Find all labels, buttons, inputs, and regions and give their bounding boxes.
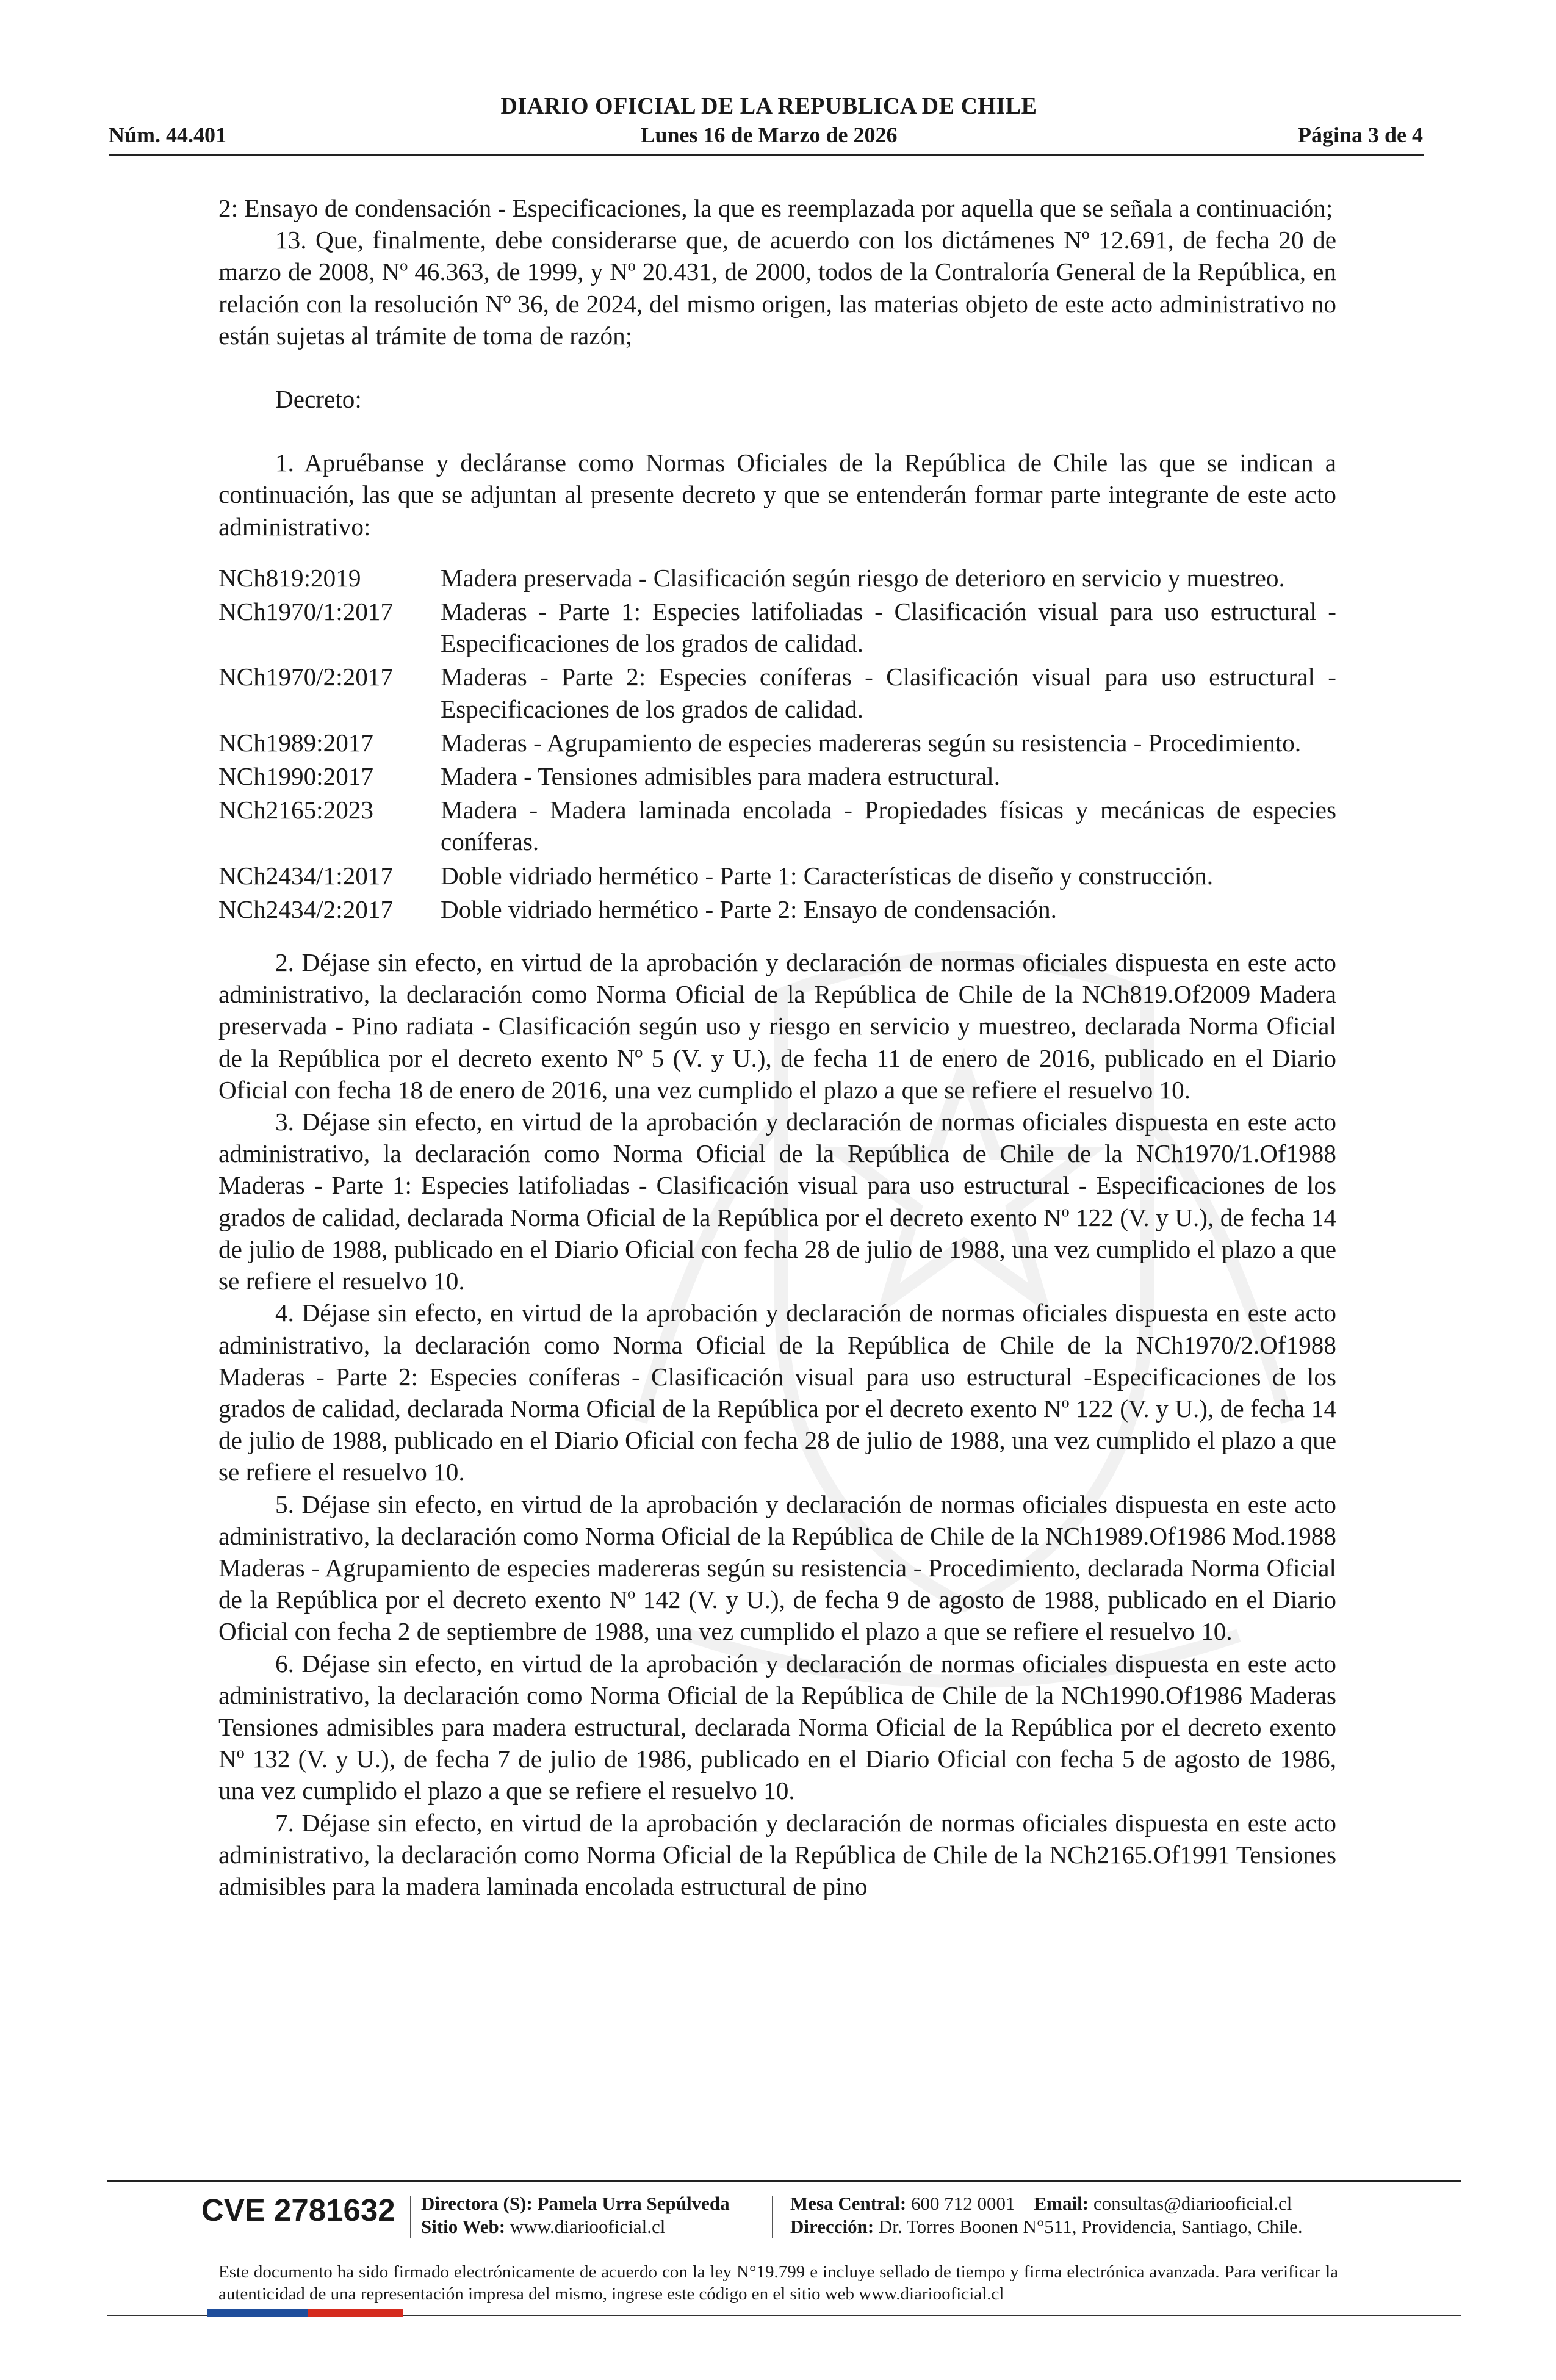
- issue-number: Núm. 44.401: [109, 123, 227, 147]
- phone-label: Mesa Central:: [790, 2193, 907, 2214]
- norm-row: [218, 661, 1336, 726]
- page-indicator: Página 3 de 4: [1297, 123, 1423, 147]
- paragraph-5: 5. Déjase sin efecto, en virtud de la aprobación y declaración de normas oficiales dispuesta en este acto administrativo, la declaración como Norma Oficial de la República de Chile de la NCh1989.Of1986 Mod.1988 Maderas - Agrupamiento de especies madereras según su resistencia - Procedimiento, declarada Norma Oficial de la República por el decreto exento Nº 142 (V. y U.), de fecha 9 de agosto de 1988, publicado en el Diario Oficial con fecha 2 de septiembre de 1988, una vez cumplido el plazo a que se refiere el resuelvo 10.: [218, 1490, 1336, 1646]
- paragraph-3: 3. Déjase sin efecto, en virtud de la aprobación y declaración de normas oficiales dispuesta en este acto administrativo, la declaración como Norma Oficial de la República de Chile de la NCh1970/1.Of1988 Maderas - Parte 1: Especies latifoliadas - Clasificación visual para uso estructural - Especificaciones de los grados de calidad, declarada Norma Oficial de la República por el decreto exento Nº 122 (V. y U.), de fecha 14 de julio de 1988, publicado en el Diario Oficial con fecha 28 de julio de 1988, una vez cumplido el plazo a que se refiere el resuelvo 10.: [218, 1108, 1336, 1296]
- paragraph-intro: 2: Ensayo de condensación - Especificaciones, la que es reemplazada por aquella que se señala a continuación;: [218, 194, 1333, 222]
- norm-description: Maderas - Parte 1: Especies latifoliadas - Clasificación visual para uso estructural - Especificaciones de los grados de calidad.: [441, 597, 1336, 658]
- flag-stripe-red: [308, 2309, 403, 2317]
- norm-code: NCh819:2019: [218, 563, 361, 592]
- norm-description: Madera preservada - Clasificación según riesgo de deterioro en servicio y muestreo.: [441, 563, 1285, 592]
- norm-code: NCh2434/1:2017: [218, 861, 394, 890]
- footer-contact-right: [790, 2192, 1303, 2238]
- decreto-heading: Decreto:: [275, 385, 362, 414]
- norm-description: Doble vidriado hermético - Parte 1: Características de diseño y construcción.: [441, 861, 1214, 890]
- norm-row: [218, 893, 1336, 927]
- norm-description: Doble vidriado hermético - Parte 2: Ensayo de condensación.: [441, 895, 1057, 923]
- site-label: Sitio Web:: [421, 2216, 506, 2237]
- email-label: Email:: [1034, 2193, 1089, 2214]
- norm-row: [218, 562, 1336, 596]
- paragraph-6: 6. Déjase sin efecto, en virtud de la aprobación y declaración de normas oficiales dispuesta en este acto administrativo, la declaración como Norma Oficial de la República de Chile de la NCh1990.Of1986 Maderas Tensiones admisibles para madera estructural, declarada Norma Oficial de la República por el decreto exento Nº 132 (V. y U.), de fecha 7 de julio de 1986, publicado en el Diario Oficial con fecha 5 de agosto de 1986, una vez cumplido el plazo a que se refiere el resuelvo 10.: [218, 1649, 1336, 1805]
- address-label: Dirección:: [790, 2216, 874, 2237]
- norm-code: NCh1989:2017: [218, 728, 374, 757]
- norm-description: Madera - Madera laminada encolada - Propiedades físicas y mecánicas de especies coníferas.: [441, 796, 1336, 856]
- footer-separator: [772, 2196, 773, 2238]
- site-link[interactable]: www.diariooficial.cl: [510, 2216, 666, 2237]
- director-label: Directora (S):: [421, 2193, 533, 2214]
- address-value: Dr. Torres Boonen N°511, Providencia, Santiago, Chile.: [878, 2216, 1303, 2237]
- footer-contact-left: [421, 2192, 730, 2238]
- norm-description: Madera - Tensiones admisibles para madera estructural.: [441, 762, 1001, 791]
- norm-code: NCh1970/2:2017: [218, 663, 394, 691]
- norm-description: Maderas - Parte 2: Especies coníferas - Clasificación visual para uso estructural - Especificaciones de los grados de calidad.: [441, 663, 1336, 723]
- cve-code: CVE 2781632: [201, 2193, 395, 2227]
- norm-code: NCh1970/1:2017: [218, 597, 394, 626]
- flag-stripe-blue: [207, 2309, 308, 2317]
- footer-separator: [410, 2196, 411, 2238]
- norm-code: NCh2165:2023: [218, 796, 374, 824]
- norm-row: [218, 794, 1336, 859]
- norm-row: [218, 860, 1336, 893]
- header-divider: [109, 154, 1424, 156]
- paragraph-7: 7. Déjase sin efecto, en virtud de la aprobación y declaración de normas oficiales dispuesta en este acto administrativo, la declaración como Norma Oficial de la República de Chile de la NCh2165.Of1991 Tensiones admisibles para la madera laminada encolada estructural de pino: [218, 1808, 1336, 1900]
- document-body: [218, 192, 1336, 1902]
- footer-divider: [107, 2180, 1461, 2182]
- signature-note: Este documento ha sido firmado electrónicamente de acuerdo con la ley N°19.799 e incluye sellado de tiempo y firma electrónica avanzada. Para verificar la autenticidad de una representación impresa del mismo, ingrese este código en el sitio web www.diariooficial.cl: [218, 2262, 1338, 2304]
- email-link[interactable]: consultas@diariooficial.cl: [1093, 2193, 1292, 2214]
- norm-row: [218, 760, 1336, 794]
- norm-row: [218, 596, 1336, 661]
- issue-date: Lunes 16 de Marzo de 2026: [640, 123, 898, 147]
- paragraph-4: 4. Déjase sin efecto, en virtud de la aprobación y declaración de normas oficiales dispuesta en este acto administrativo, la declaración como Norma Oficial de la República de Chile de la NCh1970/2.Of1988 Maderas - Parte 2: Especies coníferas - Clasificación visual para uso estructural -Especificaciones de los grados de calidad, declarada Norma Oficial de la República por el decreto exento Nº 122 (V. y U.), de fecha 14 de julio de 1988, publicado en el Diario Oficial con fecha 28 de julio de 1988, una vez cumplido el plazo a que se refiere el resuelvo 10.: [218, 1299, 1336, 1487]
- director-name: Pamela Urra Sepúlveda: [537, 2193, 730, 2214]
- norm-description: Maderas - Agrupamiento de especies madereras según su resistencia - Procedimiento.: [441, 728, 1302, 757]
- paragraph-2: 2. Déjase sin efecto, en virtud de la aprobación y declaración de normas oficiales dispuesta en este acto administrativo, la declaración como Norma Oficial de la República de Chile de la NCh819.Of2009 Madera preservada - Pino radiata - Clasificación según uso y riesgo en servicio y muestreo, declarada Norma Oficial de la República por el decreto exento Nº 5 (V. y U.), de fecha 11 de enero de 2016, publicado en el Diario Oficial con fecha 18 de enero de 2016, una vez cumplido el plazo a que se refiere el resuelvo 10.: [218, 948, 1336, 1104]
- newspaper-title: DIARIO OFICIAL DE LA REPUBLICA DE CHILE: [500, 93, 1037, 119]
- phone-number: 600 712 0001: [911, 2193, 1015, 2214]
- norms-table: [218, 562, 1336, 927]
- norm-code: NCh1990:2017: [218, 762, 374, 791]
- paragraph-1: 1. Apruébanse y decláranse como Normas Oficiales de la República de Chile las que se indican a continuación, las que se adjuntan al presente decreto y que se entenderán formar parte integrante de este acto administrativo:: [218, 449, 1336, 541]
- norm-row: [218, 727, 1336, 760]
- paragraph-13: 13. Que, finalmente, debe considerarse que, de acuerdo con los dictámenes Nº 12.691, de fecha 20 de marzo de 2008, Nº 46.363, de 1999, y Nº 20.431, de 2000, todos de la Contraloría General de la República, en relación con la resolución Nº 36, de 2024, del mismo origen, las materias objeto de este acto administrativo no están sujetas al trámite de toma de razón;: [218, 226, 1336, 350]
- norm-code: NCh2434/2:2017: [218, 895, 394, 923]
